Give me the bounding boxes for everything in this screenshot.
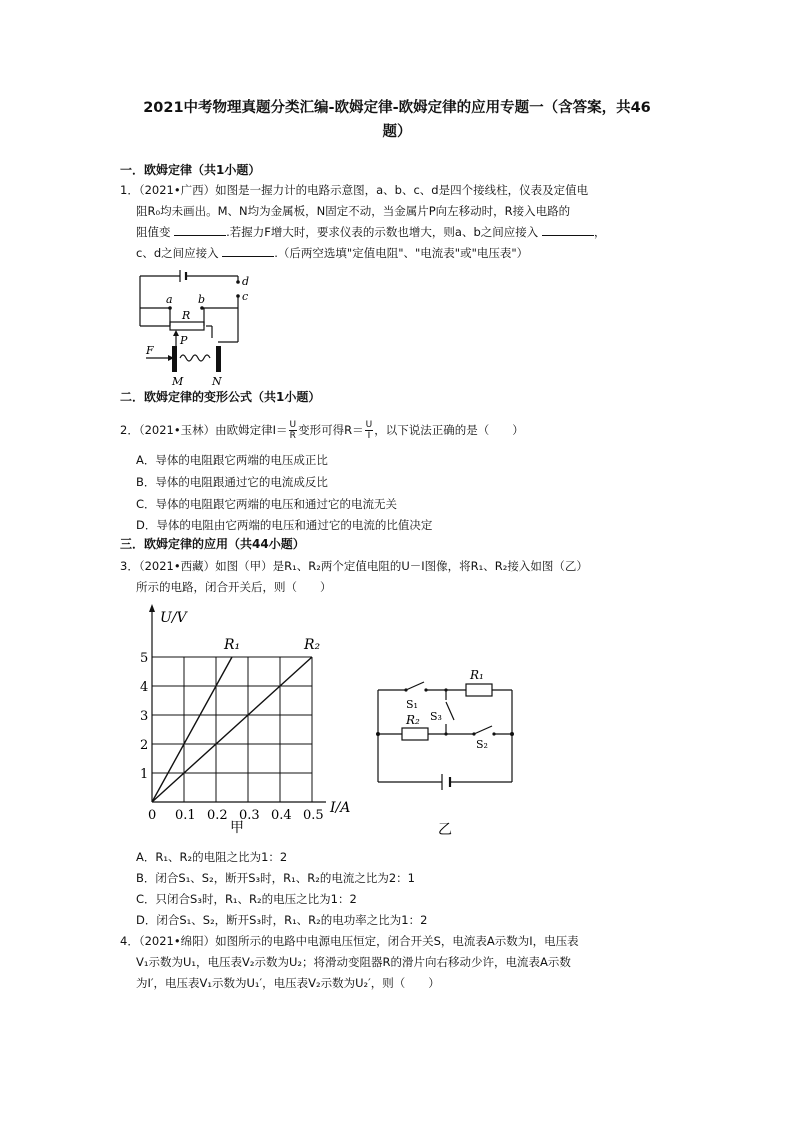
q2-option-c: C．导体的电阻跟它两端的电压和通过它的电流无关 bbox=[136, 497, 398, 511]
label-d: d bbox=[242, 275, 250, 288]
section-heading-3: 三．欧姆定律的应用（共44小题） bbox=[120, 537, 305, 551]
x-tick-label: 0 bbox=[148, 808, 157, 823]
q2-option-a: A．导体的电阻跟它两端的电压成正比 bbox=[136, 453, 328, 467]
series-label-2: R₂ bbox=[304, 637, 321, 653]
label-b: b bbox=[198, 293, 206, 306]
label-R1: R₁ bbox=[470, 668, 484, 682]
label-P: P bbox=[180, 334, 188, 347]
y-tick-label: 1 bbox=[140, 767, 149, 782]
label-S1: S₁ bbox=[406, 698, 418, 711]
label-M: M bbox=[172, 375, 184, 388]
q4-line-1: 4．（2021•绵阳）如图所示的电路中电源电压恒定，闭合开关S，电流表A示数为I，电压表 bbox=[120, 934, 579, 948]
graph-caption: 甲 bbox=[230, 820, 244, 836]
fraction-U-over-I bbox=[365, 420, 374, 441]
q3-line-1: 3．（2021•西藏）如图（甲）是R₁、R₂两个定值电阻的U－I图像，将R₁、R₂接入如图（乙） bbox=[120, 559, 588, 573]
q3-option-d: D．闭合S₁、S₂，断开S₃时，R₁、R₂的电功率之比为1：2 bbox=[136, 913, 428, 927]
series-label-1: R₁ bbox=[224, 637, 241, 653]
q2-stem bbox=[120, 420, 524, 441]
title-line-1: 2021中考物理真题分类汇编-欧姆定律-欧姆定律的应用专题一（含答案，共46 bbox=[143, 100, 651, 116]
x-tick-label: 0.4 bbox=[271, 808, 292, 823]
label-R: R bbox=[182, 309, 191, 322]
q3-line-2: 所示的电路，闭合开关后，则（ ） bbox=[136, 580, 332, 594]
section-heading-1: 一．欧姆定律（共1小题） bbox=[120, 163, 261, 177]
q3-option-a: A．R₁、R₂的电阻之比为1：2 bbox=[136, 850, 288, 864]
x-tick-label: 0.5 bbox=[303, 808, 324, 823]
q2-option-d: D．导体的电阻由它两端的电压和通过它的电流的比值决定 bbox=[136, 518, 433, 532]
q3-option-b: B．闭合S₁、S₂，断开S₃时，R₁、R₂的电流之比为2：1 bbox=[136, 871, 415, 885]
q1-line-2: 阻R₀均未画出。M、N均为金属板，N固定不动，当金属片P向左移动时，R接入电路的 bbox=[136, 204, 571, 218]
q1-line-3-a: 阻值变 bbox=[136, 225, 171, 239]
x-axis-label: I/A bbox=[330, 800, 351, 816]
section-heading-2: 二．欧姆定律的变形公式（共1小题） bbox=[120, 390, 321, 404]
q2-stem-mid: 变形可得R＝ bbox=[298, 423, 364, 437]
answer-blank-2 bbox=[542, 223, 594, 236]
q1-circuit-figure bbox=[132, 262, 262, 388]
label-R2: R₂ bbox=[406, 713, 420, 727]
label-F: F bbox=[146, 344, 154, 357]
graph-lines bbox=[152, 637, 321, 802]
title-line-2: 题） bbox=[382, 124, 412, 140]
page-title bbox=[100, 96, 694, 144]
y-tick-label: 5 bbox=[140, 651, 149, 666]
y-tick-label: 2 bbox=[140, 738, 149, 753]
q3-option-c: C．只闭合S₃时，R₁、R₂的电压之比为1：2 bbox=[136, 892, 357, 906]
circuit-caption: 乙 bbox=[438, 822, 452, 838]
y-tick-label: 3 bbox=[140, 709, 149, 724]
label-c: c bbox=[242, 290, 249, 303]
q1-line-3-c: ， bbox=[593, 225, 606, 239]
q1-line-4 bbox=[136, 244, 528, 262]
q2-option-b: B．导体的电阻跟通过它的电流成反比 bbox=[136, 475, 328, 489]
q3-ui-graph bbox=[140, 602, 370, 838]
frac2-den: I bbox=[367, 431, 371, 441]
label-N: N bbox=[212, 375, 222, 388]
q1-line-3-b: .若握力F增大时，要求仪表的示数也增大，则a、b之间应接入 bbox=[226, 225, 539, 239]
q4-line-2: V₁示数为U₁，电压表V₂示数为U₂；将滑动变阻器R的滑片向右移动少许，电流表A示数 bbox=[136, 955, 571, 969]
label-S3: S₃ bbox=[430, 710, 442, 723]
q3-circuit-figure bbox=[370, 664, 520, 840]
label-a: a bbox=[166, 293, 173, 306]
answer-blank-3 bbox=[222, 244, 274, 257]
series-line-2 bbox=[152, 657, 312, 802]
q2-stem-pre: 2．（2021•玉林）由欧姆定律I＝ bbox=[120, 423, 288, 437]
graph-axes bbox=[149, 604, 326, 802]
frac1-den: R bbox=[289, 431, 296, 441]
y-tick-label: 4 bbox=[140, 680, 149, 695]
y-axis-label: U/V bbox=[160, 610, 187, 626]
fraction-U-over-R bbox=[289, 420, 298, 441]
frac2-num: U bbox=[365, 420, 373, 430]
q1-line-4-a: c、d之间应接入 bbox=[136, 246, 219, 260]
x-tick-label: 0.1 bbox=[175, 808, 196, 823]
label-S2: S₂ bbox=[476, 738, 488, 751]
graph-labels bbox=[140, 651, 324, 823]
q1-line-4-b: .（后两空选填"定值电阻"、"电流表"或"电压表"） bbox=[274, 246, 529, 260]
x-tick-label: 0.3 bbox=[239, 808, 260, 823]
x-tick-label: 0.2 bbox=[207, 808, 228, 823]
answer-blank-1 bbox=[174, 223, 226, 236]
q4-line-3: 为I′，电压表V₁示数为U₁′，电压表V₂示数为U₂′，则（ ） bbox=[136, 976, 440, 990]
q1-line-3 bbox=[136, 223, 605, 241]
frac1-num: U bbox=[289, 420, 297, 430]
series-line-1 bbox=[152, 657, 232, 802]
q2-stem-post: ，以下说法正确的是（ ） bbox=[374, 423, 524, 437]
q1-line-1: 1．（2021•广西）如图是一握力计的电路示意图，a、b、c、d是四个接线柱，仪表及定值电 bbox=[120, 183, 589, 197]
